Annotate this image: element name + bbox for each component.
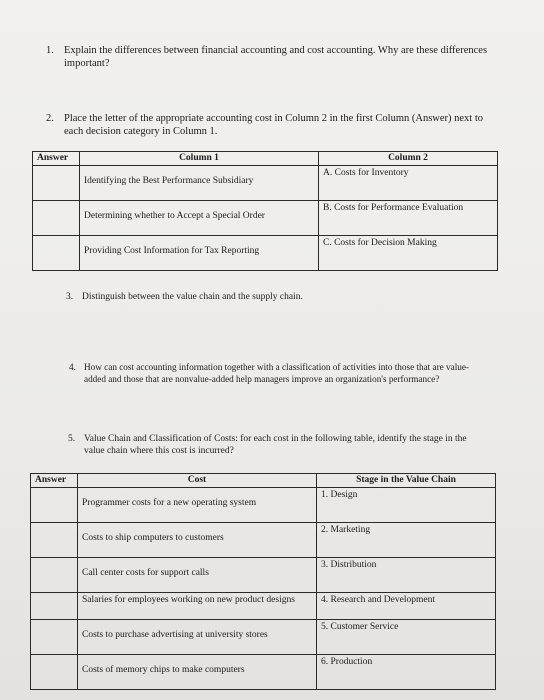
cost-cell: Programmer costs for a new operating system	[78, 488, 317, 523]
question-text: How can cost accounting information together with a classification of activities into those that are value-added and those that are nonvalue-added help managers improve an organization's performance?	[84, 362, 469, 384]
header-answer: Answer	[31, 474, 78, 488]
question-4	[69, 361, 484, 385]
question-3	[66, 291, 482, 304]
table-header-row	[31, 474, 496, 488]
stage-cell: 2. Marketing	[317, 523, 496, 558]
question-text: Explain the differences between financial accounting and cost accounting. Why are these differences important?	[64, 45, 488, 69]
question-2	[46, 112, 484, 138]
cost-cell: Costs to ship computers to customers	[78, 523, 317, 558]
header-column-1: Column 1	[80, 152, 319, 166]
question-text: Distinguish between the value chain and the supply chain.	[82, 292, 303, 302]
header-stage: Stage in the Value Chain	[317, 474, 496, 488]
table-row	[31, 558, 496, 593]
table-row	[33, 201, 498, 236]
question-number: 5.	[68, 434, 76, 444]
question-text: Value Chain and Classification of Costs: for each cost in the following table, identify the stage in the value chain where this cost is incurred?	[84, 434, 467, 456]
answer-cell[interactable]	[31, 558, 78, 593]
question-number: 3.	[66, 292, 74, 302]
column-2-cell: C. Costs for Decision Making	[319, 236, 498, 271]
question-5	[68, 433, 484, 457]
answer-cell[interactable]	[31, 655, 78, 690]
stage-cell: 3. Distribution	[317, 558, 496, 593]
question-1	[46, 44, 504, 70]
answer-cell[interactable]	[33, 201, 80, 236]
answer-cell[interactable]	[31, 620, 78, 655]
answer-cell[interactable]	[31, 593, 78, 620]
question-number: 1.	[46, 45, 54, 56]
question-text: Place the letter of the appropriate accounting cost in Column 2 in the first Column (Answer) next to each decision category in Column 1.	[64, 113, 484, 137]
value-chain-table	[30, 473, 496, 690]
column-2-cell: B. Costs for Performance Evaluation	[319, 201, 498, 236]
cost-cell: Costs to purchase advertising at university stores	[78, 620, 317, 655]
table-row	[31, 655, 496, 690]
answer-cell[interactable]	[33, 166, 80, 201]
answer-cell[interactable]	[31, 488, 78, 523]
cost-cell: Costs of memory chips to make computers	[78, 655, 317, 690]
table-row	[33, 166, 498, 201]
stage-cell: 6. Production	[317, 655, 496, 690]
table-header-row	[33, 152, 498, 166]
cost-cell: Call center costs for support calls	[78, 558, 317, 593]
table-row	[33, 236, 498, 271]
answer-cell[interactable]	[31, 523, 78, 558]
header-column-2: Column 2	[319, 152, 498, 166]
answer-cell[interactable]	[33, 236, 80, 271]
question-number: 2.	[46, 113, 54, 124]
matching-table-1	[32, 151, 498, 271]
column-1-cell: Providing Cost Information for Tax Reporting	[80, 236, 319, 271]
column-1-cell: Determining whether to Accept a Special Order	[80, 201, 319, 236]
question-number: 4.	[69, 362, 76, 372]
stage-cell: 5. Customer Service	[317, 620, 496, 655]
header-answer: Answer	[33, 152, 80, 166]
table-row	[31, 620, 496, 655]
table-row	[31, 488, 496, 523]
table-row	[31, 523, 496, 558]
cost-cell: Salaries for employees working on new product designs	[78, 593, 317, 620]
table-row	[31, 593, 496, 620]
stage-cell: 1. Design	[317, 488, 496, 523]
column-2-cell: A. Costs for Inventory	[319, 166, 498, 201]
header-cost: Cost	[78, 474, 317, 488]
stage-cell: 4. Research and Development	[317, 593, 496, 620]
column-1-cell: Identifying the Best Performance Subsidiary	[80, 166, 319, 201]
